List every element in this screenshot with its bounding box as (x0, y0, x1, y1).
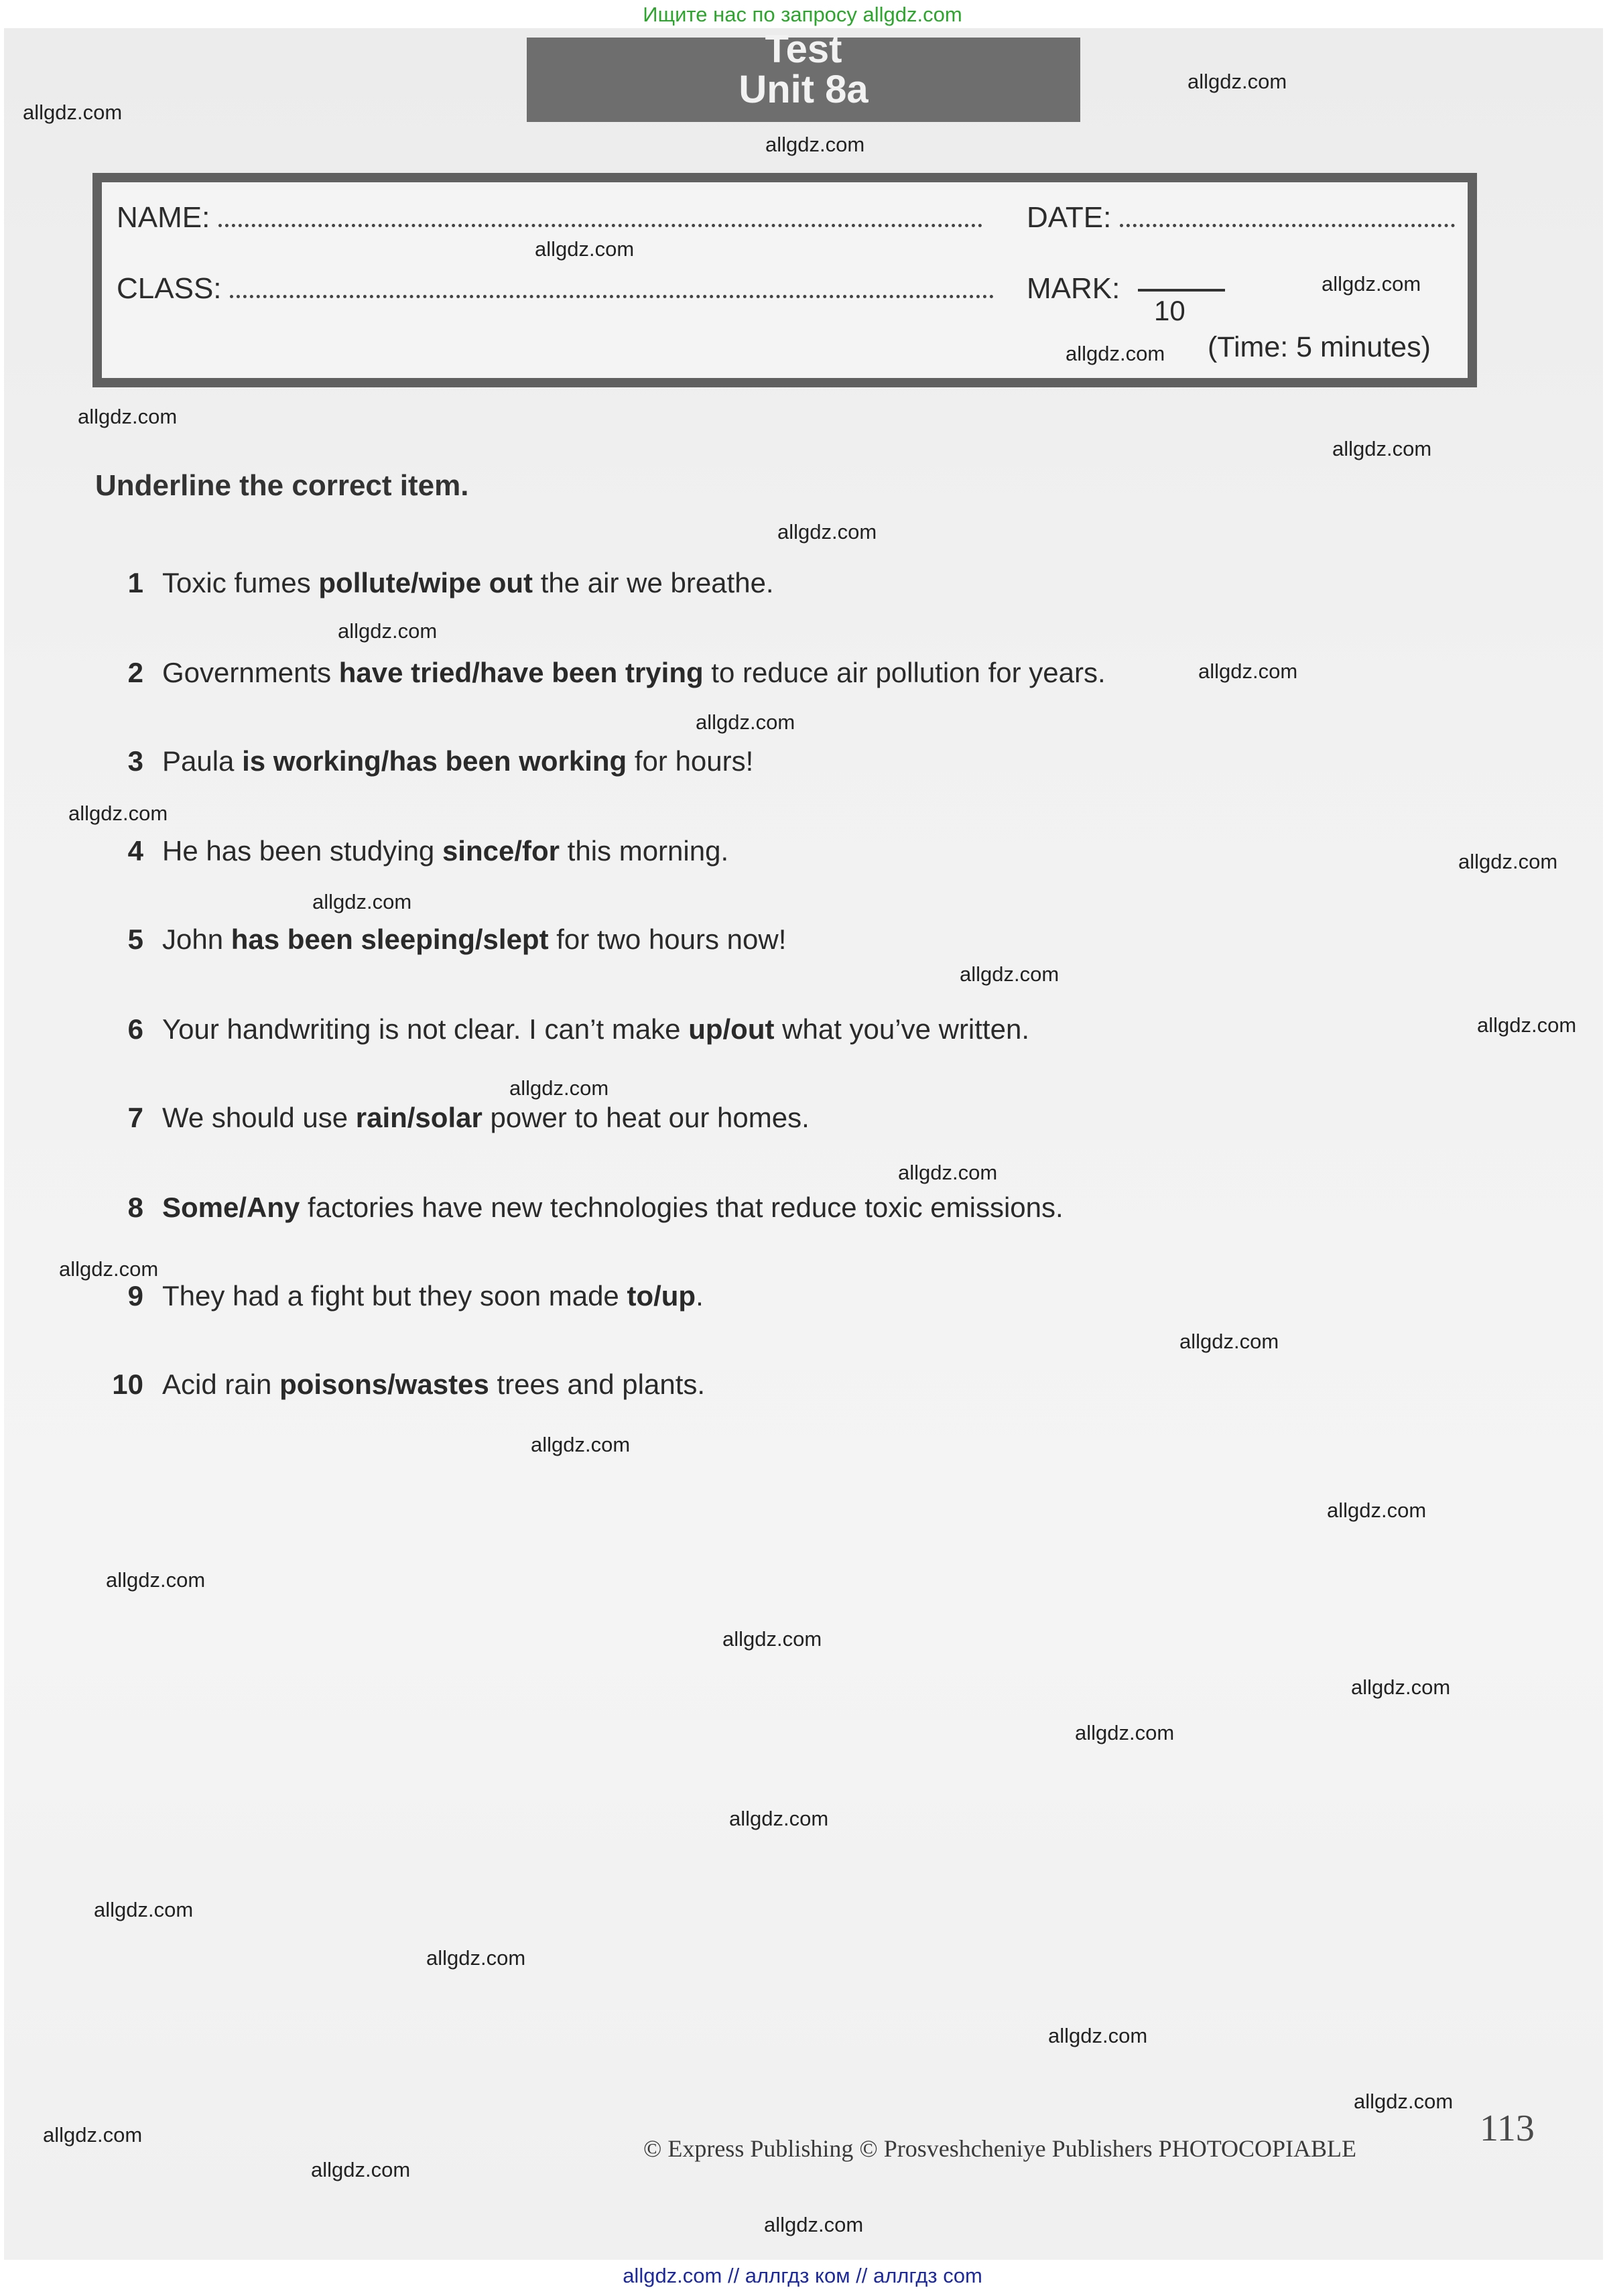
watermark: allgdz.com (531, 1433, 631, 1456)
question-text: what you’ve written. (774, 1013, 1029, 1045)
watermark: allgdz.com (764, 2213, 864, 2236)
watermark: allgdz.com (1477, 1013, 1577, 1037)
question-item (95, 745, 753, 777)
question-text: He has been studying (162, 835, 442, 867)
question-options[interactable]: has been sleeping/slept (231, 923, 549, 955)
question-number: 9 (127, 1280, 143, 1312)
watermark: allgdz.com (59, 1257, 159, 1281)
question-text: We should use (162, 1102, 356, 1133)
question-item (95, 657, 1106, 689)
question-text: the air we breathe. (533, 567, 774, 598)
name-blank (218, 205, 982, 227)
watermark: allgdz.com (777, 520, 877, 544)
date-field (1027, 201, 1455, 235)
watermark: allgdz.com (1351, 1675, 1451, 1699)
question-item (95, 835, 728, 867)
date-blank (1120, 205, 1455, 227)
question-number: 2 (127, 657, 143, 688)
watermark: allgdz.com (1048, 2024, 1148, 2047)
question-options[interactable]: to/up (627, 1280, 696, 1312)
question-item (95, 1013, 1029, 1045)
watermark: allgdz.com (1187, 70, 1287, 93)
date-label: DATE: (1027, 201, 1112, 234)
question-item (95, 1280, 704, 1312)
watermark: allgdz.com (729, 1807, 829, 1830)
title-line-2: Unit 8a (739, 68, 869, 111)
question-number: 7 (127, 1102, 143, 1133)
time-limit: (Time: 5 minutes) (1208, 331, 1431, 363)
question-number: 5 (127, 923, 143, 955)
class-field (117, 272, 994, 306)
watermark: allgdz.com (1198, 659, 1298, 683)
question-number: 8 (127, 1192, 143, 1223)
watermark: allgdz.com (1075, 1721, 1175, 1744)
mark-field (1027, 272, 1225, 306)
mark-label: MARK: (1027, 272, 1120, 305)
question-text: trees and plants. (489, 1368, 706, 1400)
question-item (95, 1192, 1064, 1224)
question-text: to reduce air pollution for years. (703, 657, 1106, 688)
question-text: this morning. (560, 835, 729, 867)
question-options[interactable]: have tried/have been trying (338, 657, 704, 688)
question-options[interactable]: rain/solar (355, 1102, 483, 1133)
question-text: power to heat our homes. (482, 1102, 810, 1133)
watermark: allgdz.com (960, 962, 1060, 986)
watermark: allgdz.com (765, 133, 865, 156)
watermark: allgdz.com (1354, 2090, 1454, 2113)
question-item (95, 1102, 810, 1134)
question-options[interactable]: poisons/wastes (279, 1368, 489, 1400)
question-item (95, 923, 786, 956)
question-number: 1 (127, 567, 143, 598)
question-options[interactable]: is working/has been working (242, 745, 627, 777)
watermark: allgdz.com (23, 101, 123, 124)
copyright-footer: © Express Publishing © Prosveshcheniye Publishers PHOTOCOPIABLE (643, 2135, 1357, 2162)
mark-fraction-line (1138, 289, 1225, 292)
watermark: allgdz.com (1458, 850, 1558, 873)
watermark: allgdz.com (426, 1946, 526, 1970)
question-text: for two hours now! (548, 923, 787, 955)
question-text: Acid rain (162, 1368, 280, 1400)
class-blank (230, 276, 994, 298)
test-title (527, 27, 1080, 122)
question-text: Paula (162, 745, 243, 777)
watermark: allgdz.com (68, 802, 168, 825)
title-line-1: Test (765, 27, 842, 71)
question-text: They had a fight but they soon made (162, 1280, 627, 1312)
instruction: Underline the correct item. (95, 469, 469, 502)
watermark: allgdz.com (338, 619, 438, 643)
watermark: allgdz.com (1332, 437, 1432, 460)
question-number: 3 (127, 745, 143, 777)
watermark: allgdz.com (1066, 342, 1165, 365)
question-text: . (696, 1280, 704, 1312)
watermark: allgdz.com (106, 1568, 206, 1592)
question-item (95, 567, 774, 599)
name-label: NAME: (117, 201, 210, 234)
page-number: 113 (1480, 2108, 1535, 2149)
class-label: CLASS: (117, 272, 222, 305)
watermark: allgdz.com (535, 237, 635, 261)
name-field (117, 201, 982, 235)
question-number: 10 (112, 1368, 143, 1400)
watermark: allgdz.com (1322, 272, 1421, 296)
watermark: allgdz.com (43, 2123, 143, 2147)
question-options[interactable]: pollute/wipe out (318, 567, 533, 598)
bottom-banner[interactable]: allgdz.com // аллгдз ком // аллгдз com (623, 2264, 982, 2287)
watermark: allgdz.com (722, 1627, 822, 1651)
watermark: allgdz.com (78, 405, 178, 428)
question-text: factories have new technologies that reduce toxic emissions. (300, 1192, 1064, 1223)
watermark: allgdz.com (94, 1898, 194, 1921)
question-options[interactable]: Some/Any (162, 1192, 300, 1223)
watermark: allgdz.com (312, 890, 412, 913)
question-text: Your handwriting is not clear. I can’t make (162, 1013, 689, 1045)
question-text: John (162, 923, 231, 955)
watermark: allgdz.com (311, 2158, 411, 2181)
question-number: 6 (127, 1013, 143, 1045)
watermark: allgdz.com (898, 1161, 998, 1184)
question-options[interactable]: since/for (442, 835, 560, 867)
watermark: allgdz.com (696, 710, 795, 734)
watermark: allgdz.com (1179, 1330, 1279, 1353)
question-text: Toxic fumes (162, 567, 319, 598)
student-info-box (92, 173, 1477, 387)
watermark: allgdz.com (1327, 1498, 1427, 1522)
top-banner[interactable]: Ищите нас по запросу allgdz.com (643, 3, 962, 26)
watermark: allgdz.com (509, 1076, 609, 1100)
question-item (95, 1368, 705, 1401)
question-number: 4 (127, 835, 143, 867)
question-text: Governments (162, 657, 339, 688)
mark-denominator: 10 (1154, 295, 1185, 326)
question-options[interactable]: up/out (688, 1013, 775, 1045)
question-text: for hours! (627, 745, 754, 777)
